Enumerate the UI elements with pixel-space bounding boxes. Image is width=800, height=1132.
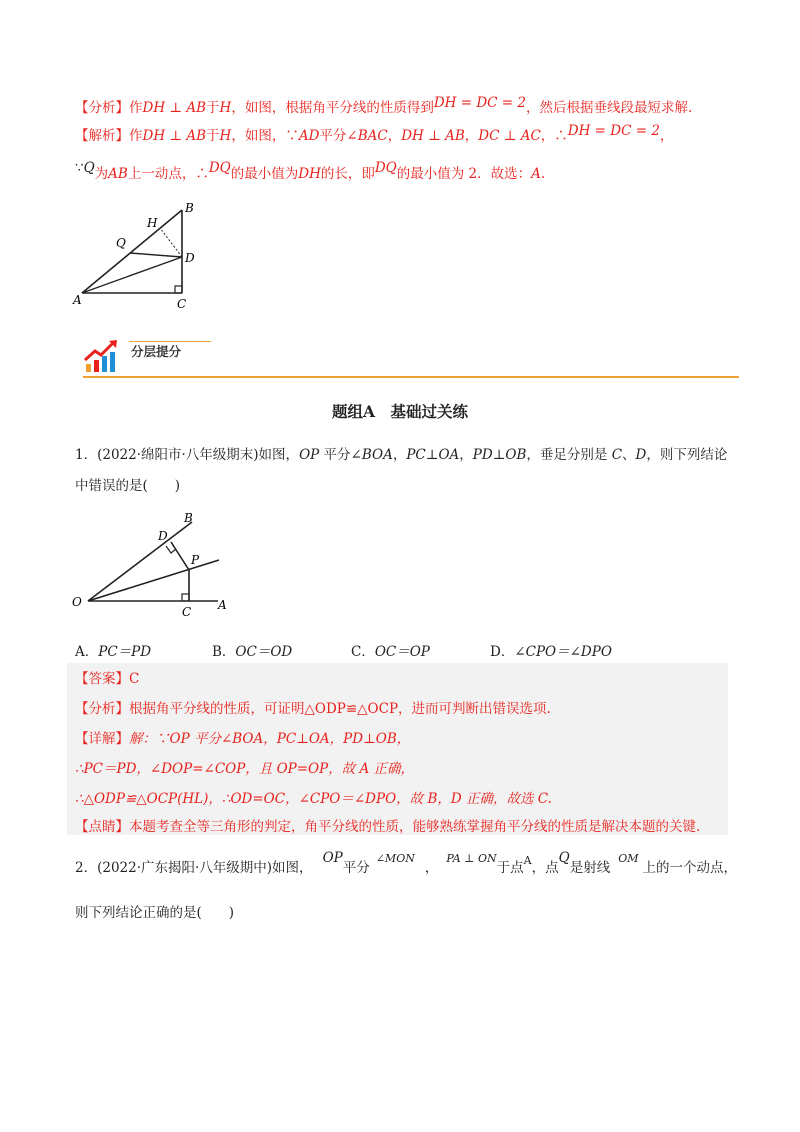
label-a2: A — [218, 598, 227, 612]
math-expr: ∠MON — [375, 852, 415, 865]
math-expr: Q — [83, 160, 95, 176]
segment-pd — [171, 542, 189, 570]
analysis-line-1 — [75, 95, 693, 118]
math-expr: DH = DC = 2 — [567, 123, 660, 139]
q1-text: ⊥ — [492, 447, 506, 463]
segment-dh — [160, 228, 182, 257]
q1-text: 、 — [622, 447, 636, 463]
q2-text: 2．(2022·广东揭阳·八年级期中)如图， — [75, 860, 313, 876]
ray-op — [88, 560, 219, 601]
math-expr: Q — [558, 850, 570, 866]
analysis-text: 根据角平分线的性质，可证明△ODP≌△OCP，进而可判断出错误选项. — [129, 701, 551, 717]
math-expr: DH = DC = 2 — [433, 95, 526, 111]
q2-text: 于点 — [496, 860, 524, 876]
math-expr: A — [531, 166, 541, 182]
analysis-text: 作 — [129, 100, 143, 116]
math-expr: ∠BAC — [346, 128, 388, 144]
analysis-tag: 【分析】 — [75, 701, 129, 717]
math-expr: A — [523, 854, 532, 867]
answer-tag: 【答案】 — [75, 671, 129, 687]
answer-line — [75, 669, 139, 689]
choice-label: B． — [212, 644, 236, 660]
label-d: D — [185, 251, 195, 265]
math-expr: OP — [322, 850, 343, 866]
choice-d[interactable] — [490, 640, 612, 660]
comment-line — [75, 817, 700, 837]
section-label: 分层提分 — [131, 344, 182, 359]
label-o: O — [72, 595, 82, 609]
choice-label: C． — [351, 644, 375, 660]
analysis-line — [75, 699, 551, 719]
solution-text: 的最小值为 — [230, 166, 299, 182]
analysis-text: ，如图，根据角平分线的性质得到 — [231, 100, 434, 116]
q1-text: ，则下列结论 — [646, 447, 728, 463]
math-expr: H — [219, 128, 232, 144]
math-expr: OB — [505, 447, 527, 463]
q2-text: ，点 — [531, 860, 559, 876]
section-label-underline — [129, 341, 211, 342]
solution-text: 作 — [129, 128, 143, 144]
q2-stem-line-1 — [75, 850, 737, 879]
choice-c[interactable] — [351, 640, 430, 660]
math-expr: DQ — [208, 160, 231, 176]
detail-text: 解：∵OP 平分∠BOA，PC⊥OA，PD⊥OB， — [129, 731, 411, 747]
solution-text: ， — [387, 128, 402, 144]
solution-text: 上一动点，∴ — [127, 166, 209, 182]
label-a: A — [73, 293, 82, 307]
math-expr: D — [635, 447, 647, 463]
math-expr: DH ⊥ AB — [142, 100, 207, 116]
right-angle-mark-c — [182, 594, 189, 601]
solution-text: 于 — [206, 128, 220, 144]
choice-a[interactable] — [75, 640, 151, 660]
q1-text: ， — [392, 447, 407, 463]
solution-text: ， — [659, 128, 674, 144]
math-expr: DQ — [374, 160, 397, 176]
triangle-figure — [70, 196, 210, 316]
solution-text: ，如图，∵ — [231, 128, 299, 144]
detail-tag: 【详解】 — [75, 731, 129, 747]
detail-line-2: ∴PC＝PD，∠DOP=∠COP，且 OP=OP，故 A 正确， — [75, 761, 415, 777]
math-expr: BOA — [361, 447, 393, 463]
math-expr: AB — [108, 166, 128, 182]
choice-label: A． — [75, 644, 99, 660]
choice-b[interactable] — [212, 640, 292, 660]
group-title: 题组A 基础过关练 — [331, 402, 469, 421]
section-divider — [83, 376, 739, 378]
choice-text: OC＝OD — [235, 644, 293, 660]
q1-text: ⊥ — [425, 447, 439, 463]
label-q: Q — [116, 236, 126, 250]
q1-stem-line-2: 中错误的是( ) — [75, 478, 181, 494]
answer-value: C — [129, 671, 140, 687]
math-expr: H — [219, 100, 232, 116]
q2-stem-line-2: 则下列结论正确的是( ) — [75, 905, 235, 921]
math-expr: DH ⊥ AB — [401, 128, 465, 144]
label-d2: D — [158, 529, 168, 543]
segment-qd — [130, 253, 182, 257]
q1-text: ， — [459, 447, 473, 463]
segment-ad — [82, 257, 182, 293]
angle-bisector-figure — [68, 506, 238, 626]
q1-text: 1．(2022·绵阳市·八年级期末)如图， — [75, 447, 300, 463]
ray-ob — [88, 522, 192, 601]
section-header — [83, 336, 283, 376]
analysis-text: ，然后根据垂线段最短求解. — [525, 100, 693, 116]
solution-text: 为 — [94, 166, 109, 182]
choice-text: PC＝PD — [98, 644, 152, 660]
solution-text: 的最小值为 2．故选： — [396, 166, 532, 182]
math-expr: OA — [438, 447, 460, 463]
because-symbol: ∵ — [75, 160, 84, 176]
detail-line-3: ∴△ODP≌△OCP(HL)，∴OD=OC，∠CPO＝∠DPO，故 B，D 正确，故选 C. — [75, 791, 552, 807]
math-expr: DH ⊥ AB — [142, 128, 207, 144]
math-expr: DH — [298, 166, 321, 182]
solution-text: 的长，即 — [320, 166, 375, 182]
label-b: B — [185, 201, 194, 215]
q1-stem-line-1 — [75, 445, 727, 465]
math-expr: AD — [298, 128, 320, 144]
label-p2: P — [191, 553, 200, 567]
comment-tag: 【点睛】 — [75, 819, 129, 835]
detail-line-1 — [75, 729, 410, 749]
choice-text: OC＝OP — [374, 644, 430, 660]
math-expr: PA ⊥ ON — [446, 852, 497, 865]
analysis-line-3 — [75, 160, 546, 184]
chart-up-icon — [83, 338, 121, 374]
label-c: C — [177, 297, 187, 311]
solution-text: ，∴ — [540, 128, 568, 144]
math-expr: OM — [618, 852, 639, 865]
solution-tag: 【解析】 — [75, 128, 129, 144]
math-expr: C — [611, 447, 623, 463]
solution-text: ， — [464, 128, 479, 144]
solution-text: . — [540, 166, 546, 182]
math-expr: DC ⊥ AC — [478, 128, 541, 144]
choice-label: D． — [490, 644, 515, 660]
label-b2: B — [184, 511, 193, 525]
label-h: H — [147, 216, 158, 230]
q2-text: 上的一个动点， — [642, 860, 737, 876]
segment-ab — [82, 210, 182, 293]
q2-text: 是射线 — [569, 860, 611, 876]
math-expr: OP — [299, 447, 320, 463]
analysis-text: 于 — [206, 100, 220, 116]
comment-text: 本题考查全等三角形的判定，角平分线的性质，能够熟练掌握角平分线的性质是解决本题的关键. — [129, 819, 701, 835]
q1-text: 平分∠ — [319, 447, 362, 463]
analysis-line-2 — [75, 123, 674, 146]
analysis-tag: 【分析】 — [75, 100, 129, 116]
math-expr: PC — [406, 447, 426, 463]
answer-block — [67, 663, 728, 835]
q2-text: 平分 — [342, 860, 370, 876]
right-angle-mark — [175, 286, 182, 293]
choice-text: ∠CPO＝∠DPO — [514, 644, 612, 660]
q1-text: ，垂足分别是 — [526, 447, 612, 463]
q2-text: ， — [424, 860, 439, 876]
math-expr: PD — [472, 447, 493, 463]
solution-text: 平分 — [319, 128, 347, 144]
label-c2: C — [182, 605, 192, 619]
